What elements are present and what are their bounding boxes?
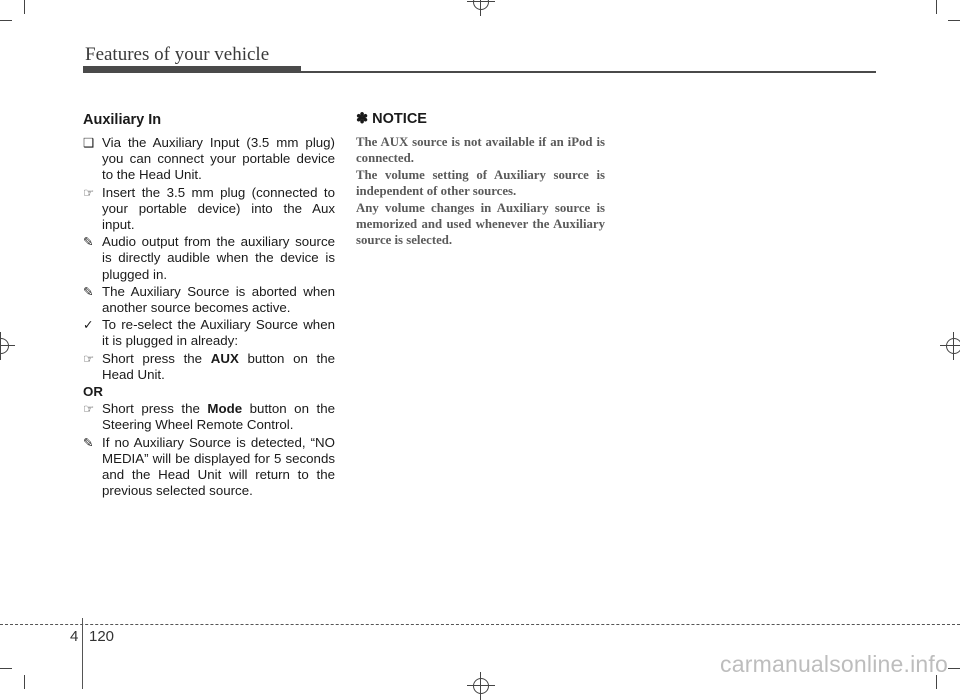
notice-paragraph: The AUX source is not available if an iPod is connected. (356, 135, 605, 165)
page-header-title: Features of your vehicle (85, 44, 270, 65)
button-name: Mode (207, 401, 243, 417)
notice-paragraph: Any volume changes in Auxiliary source is memorized and used whenever the Auxiliary source is selected. (356, 201, 605, 247)
list-item (83, 435, 335, 500)
item-text: button on the Steering Wheel Remote Control. (102, 401, 335, 433)
pencil-icon: ✎ (83, 235, 94, 250)
header-bar (83, 66, 301, 73)
list-item (83, 317, 335, 349)
or-label: OR (83, 384, 103, 400)
notice-box (356, 111, 605, 249)
section-title: Auxiliary In (83, 112, 162, 128)
instruction-list-alt (83, 401, 335, 499)
item-text: Short press the (102, 401, 208, 417)
registration-mark-icon (473, 678, 489, 694)
list-item (83, 234, 335, 283)
pencil-icon: ✎ (83, 284, 94, 299)
item-text: Audio output from the auxiliary source is directly audible when the device is plugged in. (102, 234, 335, 282)
list-item (83, 284, 335, 316)
pointing-hand-icon: ☞ (83, 402, 95, 417)
auxiliary-in-section (83, 112, 335, 500)
header-rule (301, 71, 876, 73)
item-text: If no Auxiliary Source is detected, “NO MEDIA” will be displayed for 5 seconds and the Head Unit will return to the previous selected source. (102, 434, 335, 499)
item-text: To re-select the Auxiliary Source when it is plugged in already: (102, 317, 335, 349)
crop-mark (948, 20, 960, 21)
notice-paragraph: The volume setting of Auxiliary source is independent of other sources. (356, 168, 605, 198)
crop-mark (0, 20, 12, 21)
footer-rule (0, 624, 960, 625)
checkmark-icon: ✓ (83, 318, 94, 333)
item-text: Via the Auxiliary Input (3.5 mm plug) you can connect your portable device to the Head Unit. (102, 135, 335, 183)
list-item (83, 401, 335, 433)
list-item (83, 185, 335, 234)
crop-mark (936, 0, 937, 14)
item-text: Insert the 3.5 mm plug (connected to your portable device) into the Aux input. (102, 184, 335, 233)
notice-title: ✽ NOTICE (356, 111, 427, 127)
list-item (83, 351, 335, 383)
watermark: carmanualsonline.info (720, 651, 948, 677)
checkbox-icon: ❑ (83, 136, 95, 150)
button-name: AUX (210, 350, 239, 366)
pointing-hand-icon: ☞ (83, 185, 95, 200)
crop-mark (948, 668, 960, 669)
item-text: button on the Head Unit. (102, 350, 335, 382)
crop-mark (24, 675, 25, 689)
list-item (83, 135, 335, 184)
item-text: The Auxiliary Source is aborted when another source becomes active. (102, 283, 335, 316)
item-text: Short press the (102, 350, 211, 366)
crop-mark (24, 0, 25, 14)
chapter-number: 4 (70, 628, 79, 645)
registration-mark-icon (946, 338, 960, 354)
instruction-list (83, 135, 335, 383)
registration-mark-icon (473, 0, 489, 10)
pencil-icon: ✎ (83, 435, 94, 450)
registration-mark-icon (0, 338, 9, 354)
crop-mark (0, 668, 12, 669)
footer-divider (82, 618, 83, 689)
pointing-hand-icon: ☞ (83, 351, 95, 366)
page-number: 120 (89, 628, 115, 645)
